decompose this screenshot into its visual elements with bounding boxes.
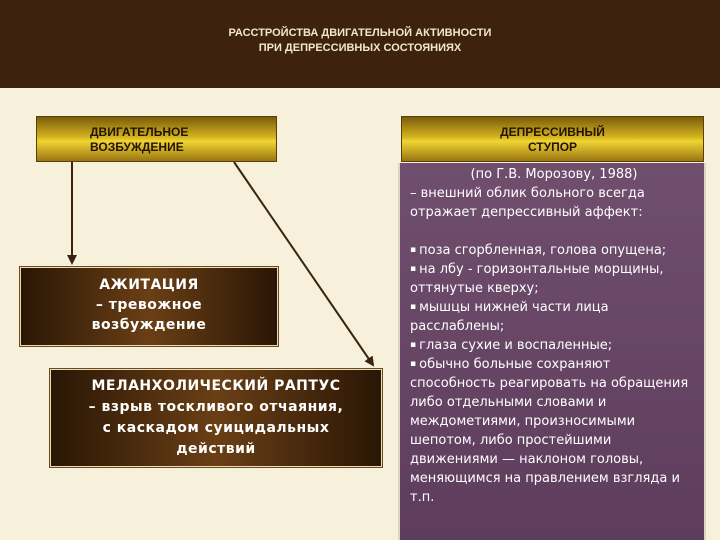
bullet-icon: ▪: [410, 340, 417, 350]
bullet-icon: ▪: [410, 264, 417, 274]
source-citation: (по Г.В. Морозову, 1988): [470, 167, 638, 182]
stupor-description-panel: [398, 163, 706, 540]
motor-agitation-box: ДВИГАТЕЛЬНОЕ ВОЗБУЖДЕНИЕ: [36, 116, 277, 162]
raptus-line-4: действий: [176, 441, 256, 457]
raptus-line-3: с каскадом суицидальных: [102, 420, 330, 436]
spacer: [410, 222, 698, 241]
agitation-title: АЖИТАЦИЯ: [99, 277, 199, 293]
raptus-box: [50, 369, 382, 467]
bullet-icon: ▪: [410, 359, 417, 369]
bullet-item: ▪ на лбу - горизонтальные морщины, оттянутые кверху;: [410, 262, 664, 296]
bullet-item: ▪ глаза сухие и воспаленные;: [410, 338, 613, 353]
bullet-item: ▪ обычно больные сохраняют способность реагировать на обращения либо отдельными словами и междометиями, произносимыми шепотом, либо простейшими движениями — наклоном головы, меняющимся на правлением взгляда и т.п.: [410, 357, 689, 505]
agitation-line-3: возбуждение: [91, 317, 207, 333]
bullet-icon: ▪: [410, 245, 417, 255]
raptus-line-2: – взрыв тоскливого отчаяния,: [88, 399, 344, 415]
depressive-stupor-box: ДЕПРЕССИВНЫЙ СТУПОР: [401, 116, 704, 162]
agitation-line-2: – тревожное: [95, 297, 203, 313]
raptus-title: МЕЛАНХОЛИЧЕСКИЙ РАПТУС: [91, 378, 341, 394]
agitation-box: [20, 267, 278, 346]
bullet-item: ▪ мышцы нижней части лица расслаблены;: [410, 300, 609, 334]
bullet-icon: ▪: [410, 302, 417, 312]
stupor-intro: – внешний облик больного всегда отражает депрессивный аффект:: [410, 186, 645, 220]
bullet-item: ▪ поза сгорбленная, голова опущена;: [410, 243, 667, 258]
page-title: РАССТРОЙСТВА ДВИГАТЕЛЬНОЙ АКТИВНОСТИ ПРИ ДЕПРЕССИВНЫХ СОСТОЯНИЯХ: [228, 27, 492, 54]
